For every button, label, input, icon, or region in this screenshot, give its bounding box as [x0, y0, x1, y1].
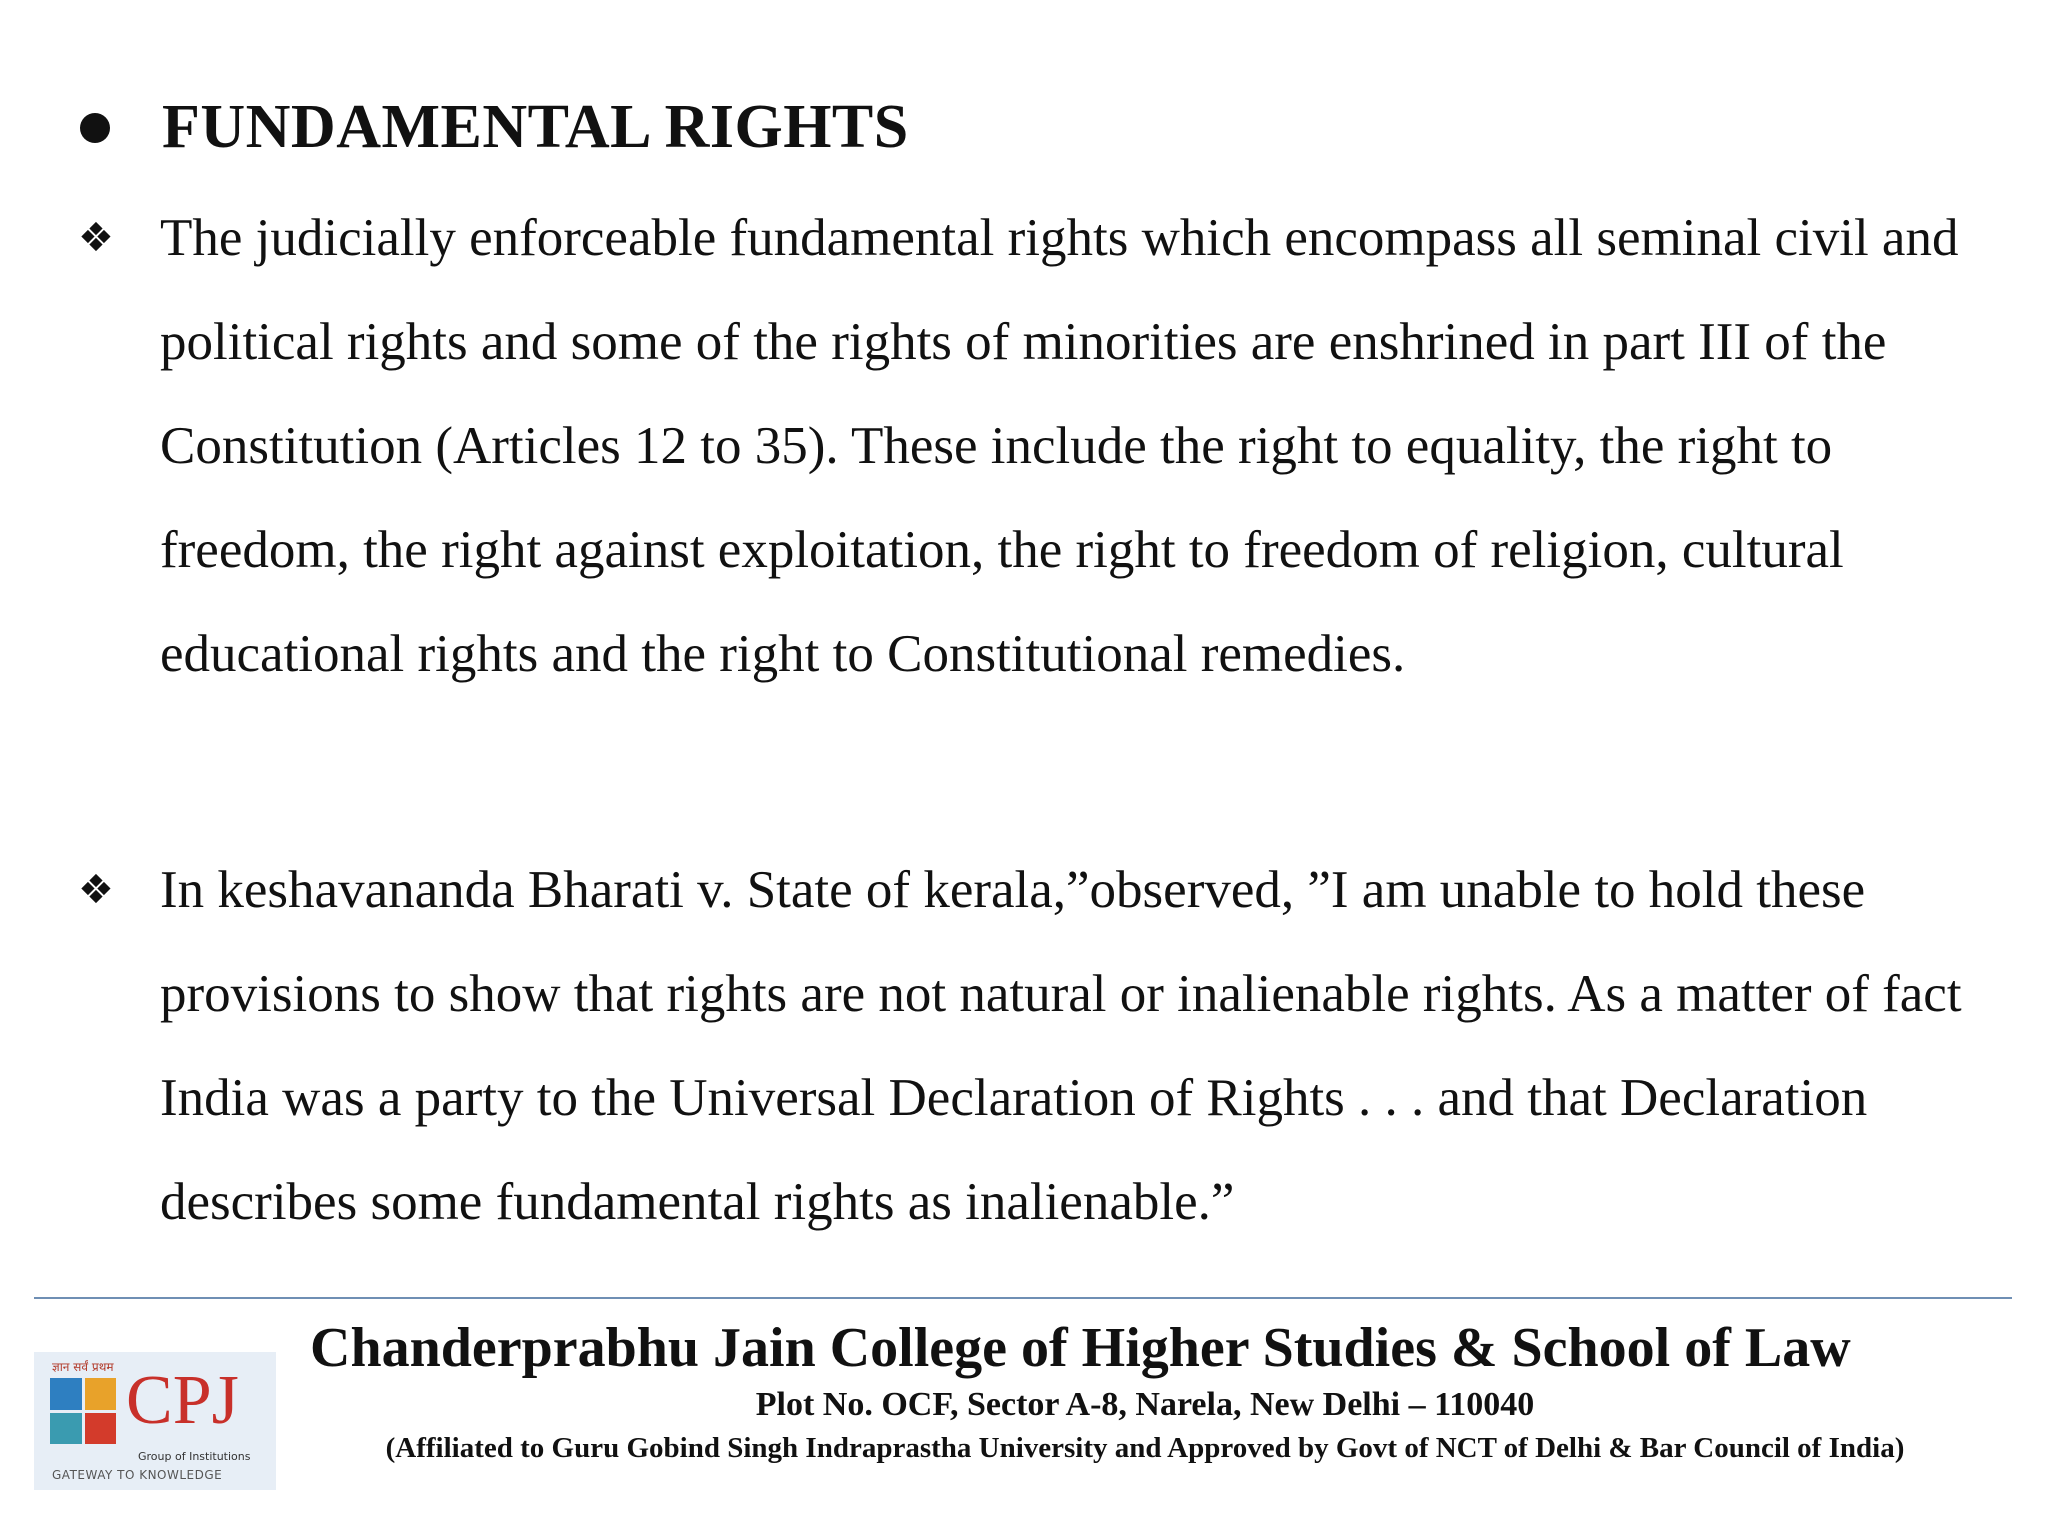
diamond-bullet-icon: ❖: [78, 215, 114, 261]
heading-text: FUNDAMENTAL RIGHTS: [162, 93, 909, 161]
logo-group-text: Group of Institutions: [138, 1450, 251, 1463]
bullet-point-2: [78, 838, 1978, 1254]
college-address: Plot No. OCF, Sector A-8, Narela, New Delhi – 110040: [755, 1386, 1535, 1423]
bullet-point-1: [78, 186, 1978, 706]
round-bullet-icon: [80, 113, 110, 143]
logo-emblem-icon: [50, 1378, 116, 1444]
logo-tagline-top: ज्ञान सर्वं प्रथम: [52, 1360, 114, 1374]
college-affiliation: (Affiliated to Guru Gobind Singh Indraprastha University and Approved by Govt of NCT of Delhi & Bar Council of India): [385, 1432, 1905, 1464]
college-name: Chanderprabhu Jain College of Higher Studies & School of Law: [310, 1317, 1851, 1379]
college-logo: [34, 1352, 276, 1490]
section-heading: [78, 92, 909, 163]
bullet-point-text: The judicially enforceable fundamental rights which encompass all seminal civil and political rights and some of the rights of minorities are enshrined in part III of the Constitution (Articles 12 to 35). These include the right to equality, the right to freedom, the right against exploitation, the right to freedom of religion, cultural educational rights and the right to Constitutional remedies.: [160, 209, 1959, 683]
logo-gateway-text: GATEWAY TO KNOWLEDGE: [52, 1468, 223, 1482]
logo-wordmark: CPJ: [126, 1362, 239, 1439]
bullet-point-text: In keshavananda Bharati v. State of kerala,”observed, ”I am unable to hold these provisions to show that rights are not natural or inalienable rights. As a matter of fact India was a party to the Universal Declaration of Rights . . . and that Declaration describes some fundamental rights as inalienable.”: [160, 861, 1962, 1231]
footer-divider: [34, 1297, 2012, 1299]
diamond-bullet-icon: ❖: [78, 867, 114, 913]
